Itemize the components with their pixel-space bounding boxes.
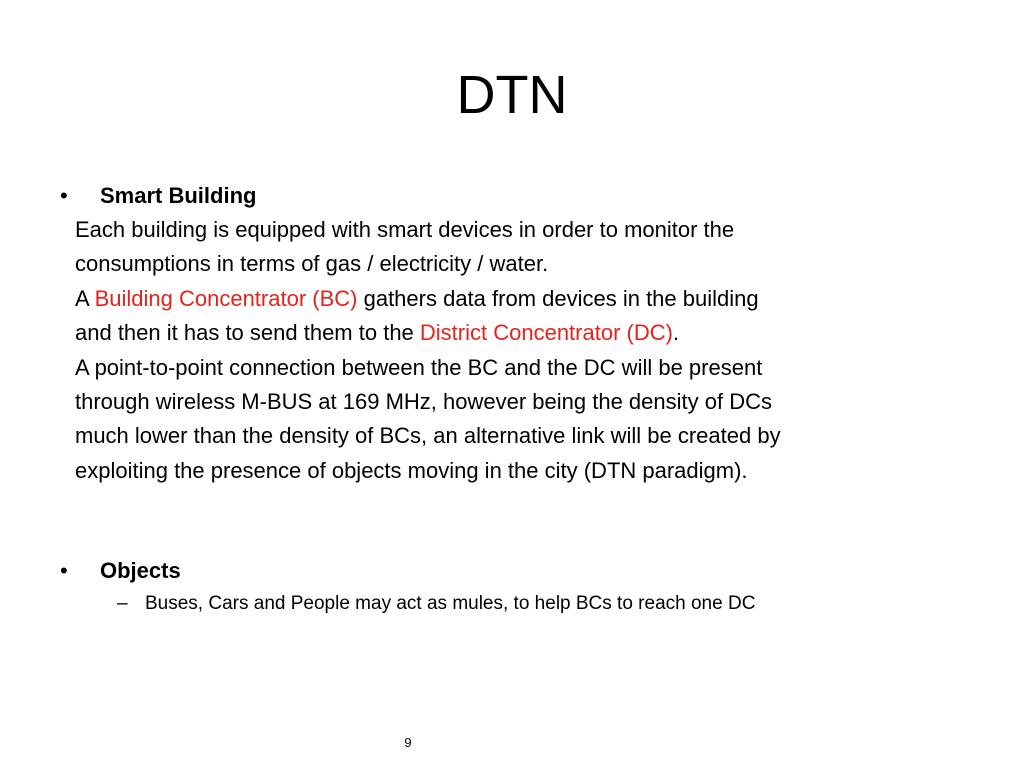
body-line-text: much lower than the density of BCs, an alternative link will be created by [75,423,781,449]
body-line-text: . [672,320,680,346]
body-line-text: A point-to-point connection between the BC and the DC will be present [75,354,763,380]
body-line [75,247,975,281]
body-line-text: gathers data from devices in the building [357,285,759,311]
body-line [75,385,975,419]
body-line [75,454,975,488]
dash-marker: – [117,593,128,614]
objects-sub-item-text: Buses, Cars and People may act as mules, to help BCs to reach one DC [145,593,756,614]
bullet-dot: • [60,183,68,208]
page-number: 9 [404,735,412,750]
body-line [75,419,975,453]
body-line-text: exploiting the presence of objects moving in the city (DTN paradigm). [75,457,748,483]
body-line-text: through wireless M-BUS at 169 MHz, however being the density of DCs [75,389,772,415]
body-line-text: Each building is equipped with smart devices in order to monitor the [75,217,735,242]
body-line [75,213,975,247]
body-line [75,282,975,316]
bullet-dot: • [60,558,68,583]
body-line-text: A [75,285,95,311]
objects-sub-item [117,591,755,617]
body-line-text: consumptions in terms of gas / electricity / water. [75,251,549,277]
body-line-text: and then it has to send them to the [75,320,420,346]
body-line [75,316,975,350]
slide-title: DTN [456,65,568,125]
smart-building-heading: Smart Building [100,183,257,208]
district-concentrator-term: District Concentrator (DC) [419,320,673,346]
body-line [75,351,975,385]
building-concentrator-term: Building Concentrator (BC) [94,285,358,311]
objects-heading: Objects [100,558,181,583]
smart-building-body [75,213,975,488]
